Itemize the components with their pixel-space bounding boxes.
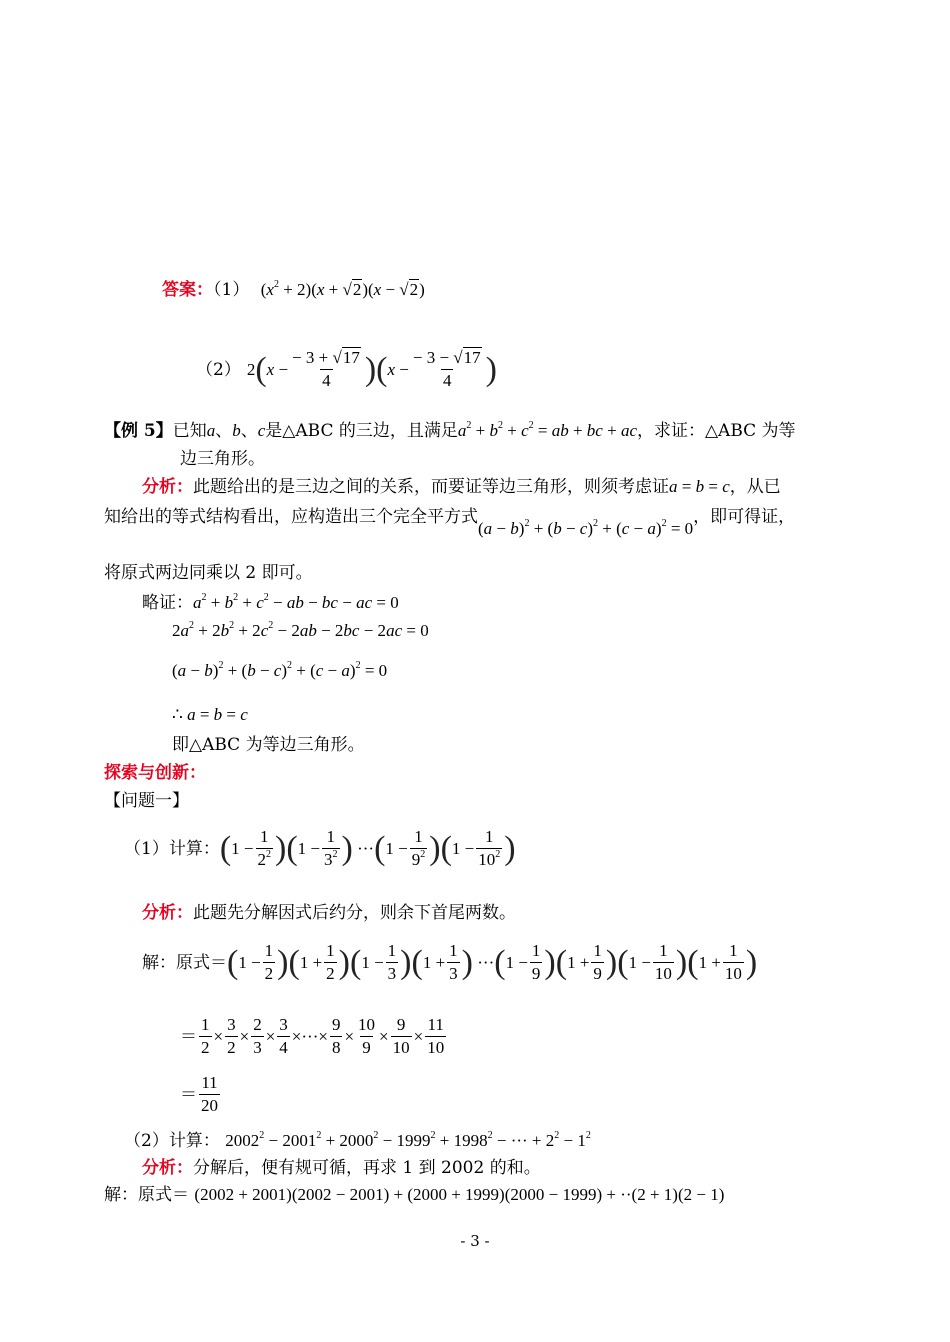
proof-formula-2: $2a^2 + 2b^2 + 2c^2 - 2ab - 2bc - 2ac = 0$ [172,620,429,640]
q1-solution-line-1 [142,940,757,985]
answer-2-line [196,347,497,392]
answer-2-formula: 2 ( x − $\frac{- 3 + √17}{4}$ ) ( x − $\frac{- 3 - √17}{4}$ ) [246,348,497,390]
q2-expression: $2002^2 - 2001^2 + 2000^2 - 1999^2 + 1998^2$ − ··· + $2^2 - 1^2$ [225,1130,591,1150]
proof-formula-1: $a^2 + b^2 + c^2$ − ab − bc − ac = 0 [193,592,399,612]
q1-label: （1）计算： [124,838,220,859]
problem-1-heading: 【问题一】 [104,791,189,811]
proof-formula-3: $(a - b)^2 + (b - c)^2 + (c - a)^2 = 0$ [172,660,388,680]
known-text: 已知 [172,421,207,441]
analysis-text-c: 知给出的等式结构看出，应构造出三个完全平方式 [104,507,478,527]
squares-formula: $(a - b)^2 + (b - c)^2 + (c - a)^2 = 0$ [478,518,694,538]
q1-solution-expr-2: ＝ $\frac{1}{2}$ × $\frac{3}{2}$ × $\frac{2}{3}$ × $\frac{3}{4}$ ×···× $\frac{9}{8}$ × $\frac{10}{9}$ × $\frac{9}{10}$ × $\frac{11}{10}$ [180,1015,445,1057]
is-sides-text: 是△ABC 的三边，且满足 [265,421,458,441]
q2-analysis-text: 分解后，便有规可循，再求 1 到 2002 的和。 [193,1158,541,1178]
q2-analysis-label: 分析： [142,1158,193,1178]
q2-line [124,1128,591,1154]
analysis-1-line-3: 将原式两边同乘以 2 即可。 [104,563,313,583]
answer-1-line [162,277,425,303]
condition-formula: $a^2 + b^2 + c^2$ = ab + bc + ac [457,420,637,440]
analysis-1-line-1: 分析：此题给出的是三边之间的关系，而要证等边三角形，则须考虑证a = b = c，从已 [142,477,781,497]
sep-1: 、 [215,421,233,441]
q2-analysis-line [142,1155,541,1181]
analysis-1-line-2 [104,504,796,538]
example-5-line-1: 【例 5】已知a、b、c是△ABC 的三边，且满足$a^2 + b^2 + c^2$ = ab + bc + ac，求证：△ABC 为等 [104,420,796,441]
equal-sides-formula: a [669,477,678,496]
answer-1-number: （1） [213,280,250,300]
analysis-text-a: 此题给出的是三边之间的关系，而要证等边三角形，则须考虑证 [193,477,669,497]
analysis-text-d: ，即可得证， [693,507,796,527]
answer-label: 答案： [162,280,213,300]
q2-label: （2）计算： [124,1131,220,1151]
q1-solution-expr-1: ( 1 − $\frac{1}{2}$ ) ( 1 + $\frac{1}{2}$ ) ( 1 − $\frac{1}{3}$ ) ( 1 + $\frac{1}{3}$ ) ··· ( 1 − $\frac{1}{9}$ ) ( 1 + $\frac{1}{9}$ ) ( 1 − $\frac{1}{10}$ ) ( 1 + $\frac{1}{10}$ ) [227,941,758,983]
q2-solve-label: 解：原式＝ [104,1185,189,1205]
example-5-line-2: 边三角形。 [180,449,265,469]
proof-line-1 [142,590,399,616]
analysis-label: 分析： [142,477,193,497]
q1-solve-label: 解：原式＝ [142,952,227,973]
q1-expression: ( 1 − $\frac{1}{2^2}$ ) ( 1 − $\frac{1}{3^2}$ ) ··· ( 1 − $\frac{1}{9^2}$ ) ( 1 − $\frac{1}{10^2}$ ) [219,827,516,869]
proof-formula-4: ∴ a = b = c [172,705,248,724]
analysis-text-b: ，从已 [729,477,781,497]
explore-heading: 探索与创新： [104,763,206,783]
q1-analysis-text: 此题先分解因式后约分，则余下首尾两数。 [193,903,516,923]
proof-conclusion: 即△ABC 为等边三角形。 [172,735,365,755]
q1-analysis-label: 分析： [142,903,193,923]
q2-solution-expr: (2002 + 2001)(2002 − 2001) + (2000 + 1999)(2000 − 1999) + ··(2 + 1)(2 − 1) [194,1185,725,1204]
sep-2: 、 [240,421,258,441]
prove-text: ，求证：△ABC 为等 [636,421,796,441]
example-5-label: 【例 5】 [104,421,173,441]
answer-1-formula: $(x^2 + 2)(x + √2)(x - √2)$ [260,279,425,299]
q1-solution-expr-3: ＝ $\frac{11}{20}$ [180,1073,218,1115]
answer-2-number: （2） [196,359,241,380]
proof-label: 略证： [142,593,193,613]
q2-solution-line [104,1182,724,1208]
q1-analysis-line [142,900,516,926]
page-number: - 3 - [460,1232,490,1250]
q1-part1-line [124,826,516,871]
